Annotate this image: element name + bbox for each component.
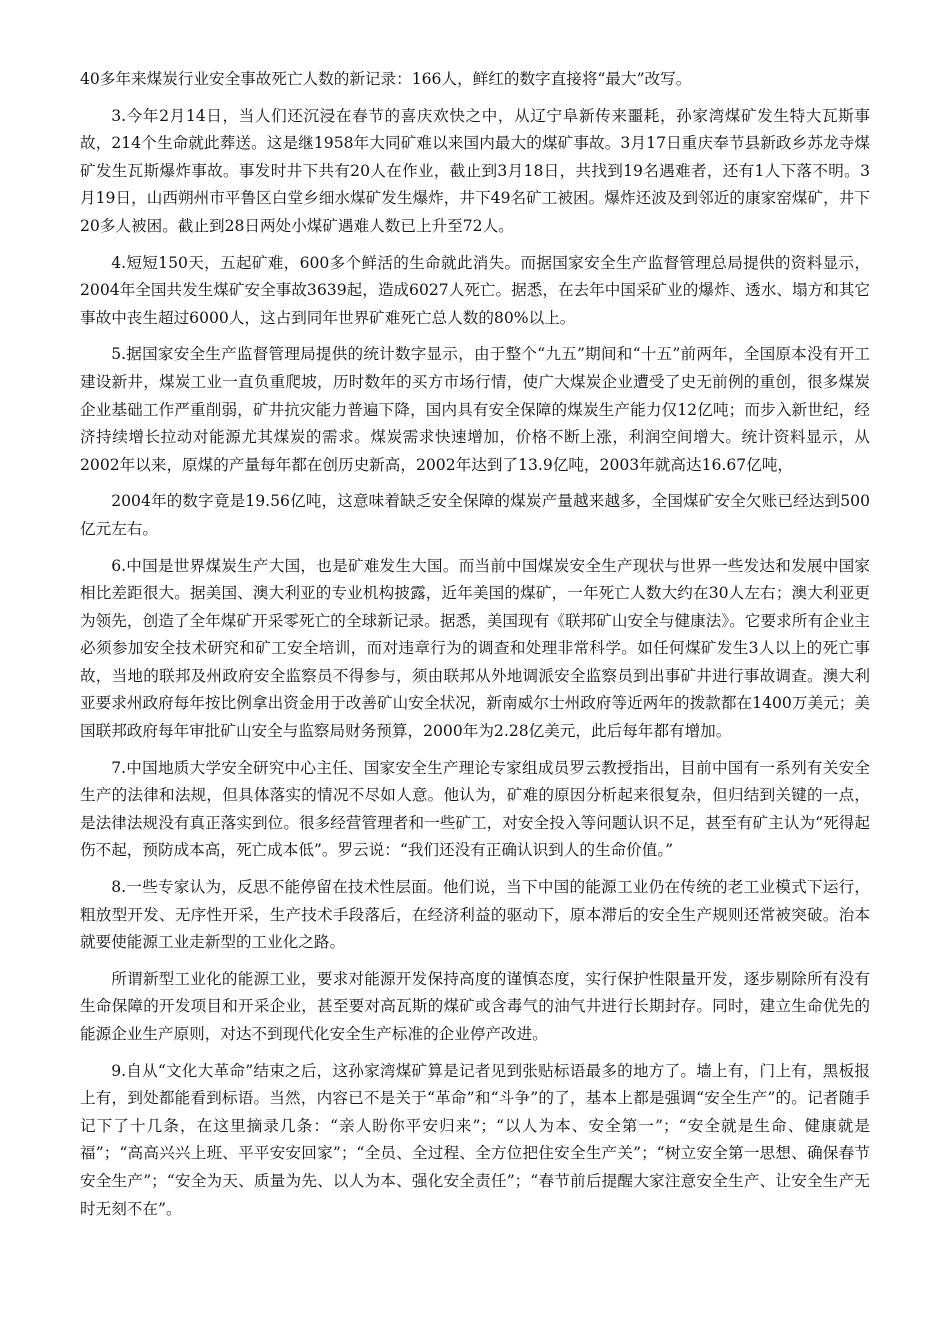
paragraph-4: 4.短短150天，五起矿难，600多个鲜活的生命就此消失。而据国家安全生产监督管理总局提供的资料显示，2004年全国共发生煤矿安全事故3639起，造成6027人死亡。据悉，在去年中国采矿业的爆炸、透水、塌方和其它事故中丧生超过6000人，这占到同年世界矿难死亡总人数的80%以上。 xyxy=(80,253,870,327)
paragraph-5: 5.据国家安全生产监督管理局提供的统计数字显示，由于整个“九五”期间和“十五”前两年，全国原本没有开工建设新井，煤炭工业一直负重爬坡，历时数年的买方市场行情，使广大煤炭企业遭受了史无前例的重创，很多煤炭企业基础工作严重削弱，矿井抗灾能力普遍下降，国内具有安全保障的煤炭生产能力仅12亿吨；而步入新世纪，经济持续增长拉动对能源尤其煤炭的需求。煤炭需求快速增加，价格不断上涨，利润空间增大。统计资料显示，从2002年以来，原煤的产量每年都在创历史新高，2002年达到了13.9亿吨，2003年就高达16.67亿吨， xyxy=(80,345,870,474)
paragraph-9: 9.自从“文化大革命”结束之后，这孙家湾煤矿算是记者见到张贴标语最多的地方了。墙上有，门上有，黑板报上有，到处都能看到标语。当然，内容已不是关于“革命”和“斗争”的了，基本上都是强调“安全生产”的。记者随手记下了十几条，在这里摘录几条：“亲人盼你平安归来”；“以人为本、安全第一”；“安全就是生命、健康就是福”；“高高兴兴上班、平平安安回家”；“全员、全过程、全方位把住安全生产关”；“树立安全第一思想、确保春节安全生产”；“安全为天、质量为先、以人为本、强化安全责任”；“春节前后提醒大家注意安全生产、让安全生产无时无刻不在”。 xyxy=(80,1061,870,1218)
paragraph-7: 7.中国地质大学安全研究中心主任、国家安全生产理论专家组成员罗云教授指出，目前中国有一系列有关安全生产的法律和法规，但具体落实的情况不尽如人意。他认为，矿难的原因分析起来很复杂，但归结到关键的一点，是法律法规没有真正落实到位。很多经营管理者和一些矿工，对安全投入等问题认识不足，甚至有矿主认为“死得起伤不起，预防成本高，死亡成本低”。罗云说：“我们还没有正确认识到人的生命价值。” xyxy=(80,758,870,860)
paragraph-5-continued: 2004年的数字竟是19.56亿吨，这意味着缺乏安全保障的煤炭产量越来越多，全国煤矿安全欠账已经达到500亿元左右。 xyxy=(80,492,870,538)
paragraph-continuation: 40多年来煤炭行业安全事故死亡人数的新记录：166人，鲜红的数字直接将“最大”改写。 xyxy=(80,70,692,88)
paragraph-3: 3.今年2月14日，当人们还沉浸在春节的喜庆欢快之中，从辽宁阜新传来噩耗，孙家湾煤矿发生特大瓦斯事故，214个生命就此葬送。这是继1958年大同矿难以来国内最大的煤矿事故。3月17日重庆奉节县新政乡苏龙寺煤矿发生瓦斯爆炸事故。事发时井下共有20人在作业，截止到3月18日，共找到19名遇难者，还有1人下落不明。3月19日，山西朔州市平鲁区白堂乡细水煤矿发生爆炸，井下49名矿工被困。爆炸还波及到邻近的康家窑煤矿，井下20多人被困。截止到28日两处小煤矿遇难人数已上升至72人。 xyxy=(80,106,870,235)
paragraph-8-continued: 所谓新型工业化的能源工业，要求对能源开发保持高度的谨慎态度，实行保护性限量开发，逐步剔除所有没有生命保障的开发项目和开采企业，甚至要对高瓦斯的煤矿或含毒气的油气井进行长期封存。同时，建立生命优先的能源企业生产原则，对达不到现代化安全生产标准的企业停产改进。 xyxy=(80,969,870,1043)
document-body xyxy=(80,66,870,1232)
paragraph-6: 6.中国是世界煤炭生产大国，也是矿难发生大国。而当前中国煤炭安全生产现状与世界一些发达和发展中国家相比差距很大。据美国、澳大利亚的专业机构披露，近年美国的煤矿，一年死亡人数大约在30人左右；澳大利亚更为领先，创造了全年煤矿开采零死亡的全球新记录。据悉，美国现有《联邦矿山安全与健康法》。它要求所有企业主必须参加安全技术研究和矿工安全培训，而对违章行为的调查和处理非常科学。如任何煤矿发生3人以上的死亡事故，当地的联邦及州政府安全监察员不得参与，须由联邦从外地调派安全监察员到出事矿井进行事故调查。澳大利亚要求州政府每年按比例拿出资金用于改善矿山安全状况，新南威尔士州政府等近两年的拨款都在1400万美元；美国联邦政府每年审批矿山安全与监察局财务预算，2000年为2.28亿美元，此后每年都有增加。 xyxy=(80,556,870,741)
paragraph-8: 8.一些专家认为，反思不能停留在技术性层面。他们说，当下中国的能源工业仍在传统的老工业模式下运行，粗放型开发、无序性开采，生产技术手段落后，在经济利益的驱动下，原本滞后的安全生产规则还常被突破。治本就要使能源工业走新型的工业化之路。 xyxy=(80,878,870,952)
